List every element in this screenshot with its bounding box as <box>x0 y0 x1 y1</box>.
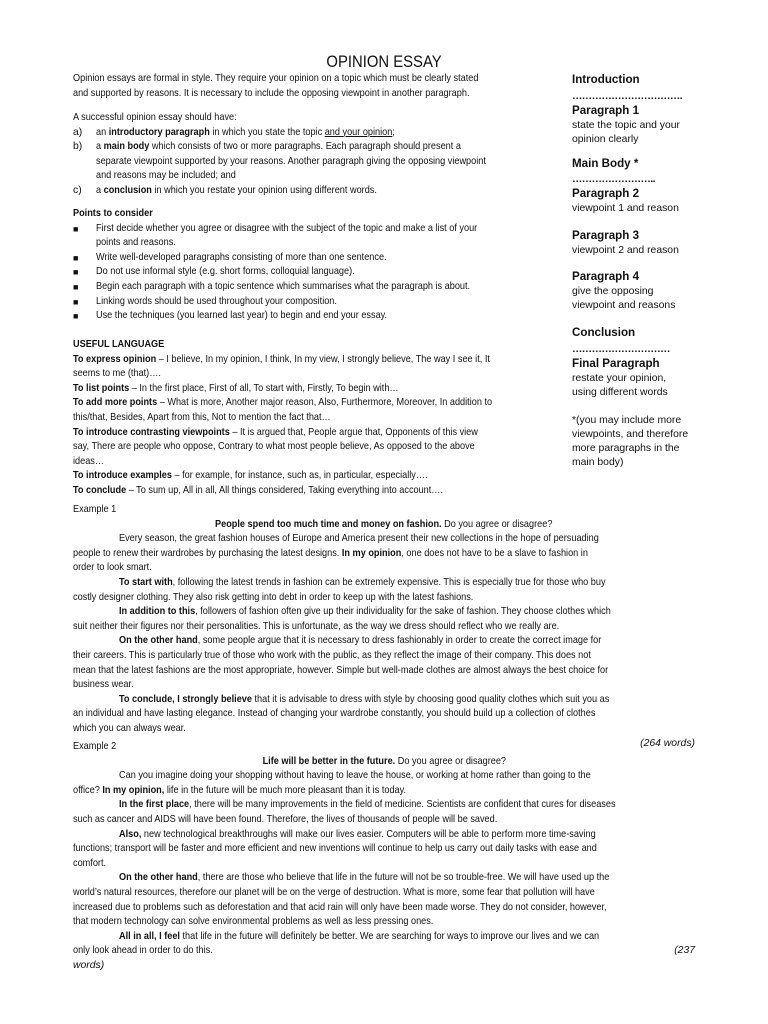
point-item: Write well-developed paragraphs consisting of more than one sentence. <box>96 251 387 263</box>
bullet-icon: ■ <box>73 311 79 322</box>
sidebar-paragraph-1: Paragraph 1 <box>572 104 640 117</box>
list-item-cont: separate viewpoint supported by your reasons. Another paragraph giving the opposing viewpoint <box>96 155 486 167</box>
list-label: c) <box>73 184 82 196</box>
page-title: OPINION ESSAY <box>326 53 442 71</box>
sidebar-text: viewpoint 1 and reason <box>572 203 679 215</box>
essay-line: which you can always wear. <box>73 722 186 734</box>
list-label: b) <box>73 141 83 153</box>
bullet-icon: ■ <box>73 296 79 307</box>
sidebar-introduction: Introduction <box>572 73 640 86</box>
example-2 <box>73 737 695 974</box>
example-label: Example 1 <box>73 504 117 515</box>
essay-line: costly designer clothing. They also risk getting into debt in order to keep up with the latest fashions. <box>73 591 474 603</box>
essay-line: business wear. <box>73 679 134 691</box>
sidebar-text: viewpoint 2 and reason <box>572 244 679 256</box>
sidebar-conclusion: Conclusion <box>572 326 636 340</box>
sidebar-note: viewpoints, and therefore <box>572 428 689 440</box>
essay-line: people to renew their wardrobes by purchasing the latest designs. In my opinion, one does not have to be a slave to fashion in <box>73 547 588 559</box>
example-topic: People spend too much time and money on fashion. Do you agree or disagree? <box>215 518 553 530</box>
essay-line: an individual and have lasting elegance. Instead of changing your wardrobe constantly, you should build up a collection of clothes <box>73 708 596 720</box>
sidebar-text: using different words <box>572 387 668 399</box>
useful-line: this/that, Besides, Apart from this, Not to mention the fact that… <box>73 411 331 423</box>
sidebar-dots: ……………………………. <box>572 91 682 102</box>
useful-line: To add more points – What is more, Another major reason, Also, Furthermore, Moreover, In addition to <box>73 397 493 409</box>
essay-line: world’s natural resources, therefore our planet will be on the verge of destruction. What is more, some fear that pollution will have <box>73 886 595 898</box>
essay-line: All in all, I feel that life in the future will definitely be better. We are searching for ways to improve our lives and we can <box>119 930 600 942</box>
useful-heading: USEFUL LANGUAGE <box>73 339 165 350</box>
sidebar-note: *(you may include more <box>572 414 682 426</box>
points-heading: Points to consider <box>73 208 153 219</box>
sidebar-text: restate your opinion, <box>572 373 667 385</box>
intro-section <box>73 72 563 101</box>
list-item: a conclusion in which you restate your opinion using different words. <box>96 184 377 196</box>
sidebar-main-body: Main Body * <box>572 157 639 171</box>
essay-line: their careers. This is particularly true of those who work with the public, as they reflect the image of their company. This does not <box>73 649 591 661</box>
example-label: Example 2 <box>73 741 117 752</box>
point-item: Do not use informal style (e.g. short forms, colloquial language). <box>96 266 355 278</box>
sidebar-paragraph-3: Paragraph 3 <box>572 228 640 242</box>
sidebar-text: state the topic and your <box>572 120 681 131</box>
essay-line: Every season, the great fashion houses of Europe and America present their new collections in the hope of persuading <box>119 533 599 545</box>
sidebar-note: main body) <box>572 457 624 469</box>
useful-line: say, There are people who oppose, Contrary to what most people believe, As opposed to the above <box>73 441 475 453</box>
sidebar-text: opinion clearly <box>572 134 639 146</box>
sidebar-paragraph-4: Paragraph 4 <box>572 269 640 283</box>
word-count: (237 <box>674 945 695 957</box>
point-item-cont: points and reasons. <box>96 237 176 249</box>
bullet-icon: ■ <box>73 252 79 263</box>
essay-line: On the other hand, some people argue that it is necessary to dress fashionably in order to create the correct image for <box>119 635 602 647</box>
useful-line: seems to me (that)…. <box>73 368 161 380</box>
point-item: Begin each paragraph with a topic sentence which summarises what the paragraph is about. <box>96 280 471 292</box>
essay-line: To conclude, I strongly believe that it is advisable to dress with style by choosing good quality clothes which suit you as <box>119 693 610 705</box>
bullet-icon: ■ <box>73 267 79 278</box>
essay-line: In addition to this, followers of fashion often give up their individuality for the sake of fashion. They choose clothes which <box>119 606 611 618</box>
essay-line: increased due to problems such as deforestation and that acid rain will only have been made worse. They do not consider, however, <box>73 901 607 913</box>
useful-line: To list points – In the first place, First of all, To start with, Firstly, To begin with… <box>73 382 399 394</box>
essay-line: order to look smart. <box>73 562 152 574</box>
essay-line: functions; transport will be faster and more efficient and new inventions will continue to help us carry out daily tasks with ease and <box>73 843 597 855</box>
useful-line: To express opinion – I believe, In my opinion, I think, In my view, I strongly believe, The way I see it, It <box>73 353 490 365</box>
sidebar-text: viewpoint and reasons <box>572 300 676 312</box>
intro-line: and supported by reasons. It is necessary to include the opposing viewpoint in another paragraph. <box>73 87 470 99</box>
essay-line: To start with, following the latest trends in fashion can be extremely expensive. This is especially true for those who buy <box>119 576 606 588</box>
word-count: words) <box>73 959 105 971</box>
useful-line: To introduce examples – for example, for instance, such as, in particular, especially…. <box>73 470 428 482</box>
essay-line: office? In my opinion, life in the future will be much more pleasant than it is today. <box>73 784 407 796</box>
example-1 <box>73 503 695 751</box>
word-count: (264 words) <box>640 737 695 749</box>
sidebar-text: give the opposing <box>572 285 654 297</box>
example-topic: Life will be better in the future. Do you agree or disagree? <box>262 755 506 767</box>
intro-line: Opinion essays are formal in style. They require your opinion on a topic which must be clearly stated <box>73 73 479 84</box>
essay-line: Can you imagine doing your shopping without having to leave the house, or working at home rather than going to the <box>119 770 591 782</box>
list-item: a main body which consists of two or more paragraphs. Each paragraph should present a <box>96 141 461 153</box>
essay-line: that modern technology can solve environmental problems as well as less pressing ones. <box>73 916 434 928</box>
point-item: First decide whether you agree or disagree with the subject of the topic and make a list of your <box>96 222 478 234</box>
point-item: Use the techniques (you learned last year) to begin and end your essay. <box>96 310 388 322</box>
bullet-icon: ■ <box>73 223 79 234</box>
sidebar-final-paragraph: Final Paragraph <box>572 357 660 371</box>
list-label: a) <box>73 126 83 138</box>
points-section <box>73 207 563 324</box>
essay-line: only look ahead in order to do this. <box>73 945 213 957</box>
sidebar-paragraph-2: Paragraph 2 <box>572 187 640 201</box>
successful-heading: A successful opinion essay should have: <box>73 112 237 123</box>
successful-list <box>73 111 563 199</box>
essay-line: suit neither their figures nor their personalities. This is unfortunate, as the way we dress should reflect who we really are. <box>73 620 560 632</box>
essay-line: In the first place, there will be many improvements in the field of medicine. Scientists are confident that cures for diseases <box>119 799 616 811</box>
useful-line: To introduce contrasting viewpoints – It is argued that, People argue that, Opponents of this view <box>73 426 478 438</box>
structure-sidebar <box>572 72 722 470</box>
sidebar-dots: ………………………… <box>572 344 670 356</box>
sidebar-dots: …………………….. <box>572 174 655 186</box>
essay-line: comfort. <box>73 857 107 869</box>
point-item: Linking words should be used throughout your composition. <box>96 295 337 307</box>
essay-line: On the other hand, there are those who believe that life in the future will not be so trouble-free. We will have used up the <box>119 872 610 884</box>
useful-line: To conclude – To sum up, All in all, All things considered, Taking everything into account…. <box>73 484 443 496</box>
essay-line: such as cancer and AIDS will have been found. Therefore, the lives of thousands of people will be saved. <box>73 813 498 825</box>
useful-line: ideas… <box>73 455 105 467</box>
list-item: an introductory paragraph in which you state the topic and your opinion; <box>96 126 395 138</box>
essay-line: Also, new technological breakthroughs will make our lives easier. Computers will be able to perform more time-saving <box>119 828 596 840</box>
sidebar-note: more paragraphs in the <box>572 443 680 455</box>
bullet-icon: ■ <box>73 281 79 292</box>
essay-line: mean that the latest fashions are the most appropriate, however. Simple but well-made clothes are almost always the best choice for <box>73 664 609 676</box>
useful-language <box>73 338 563 499</box>
list-item-cont: and reasons may be included; and <box>96 170 236 182</box>
